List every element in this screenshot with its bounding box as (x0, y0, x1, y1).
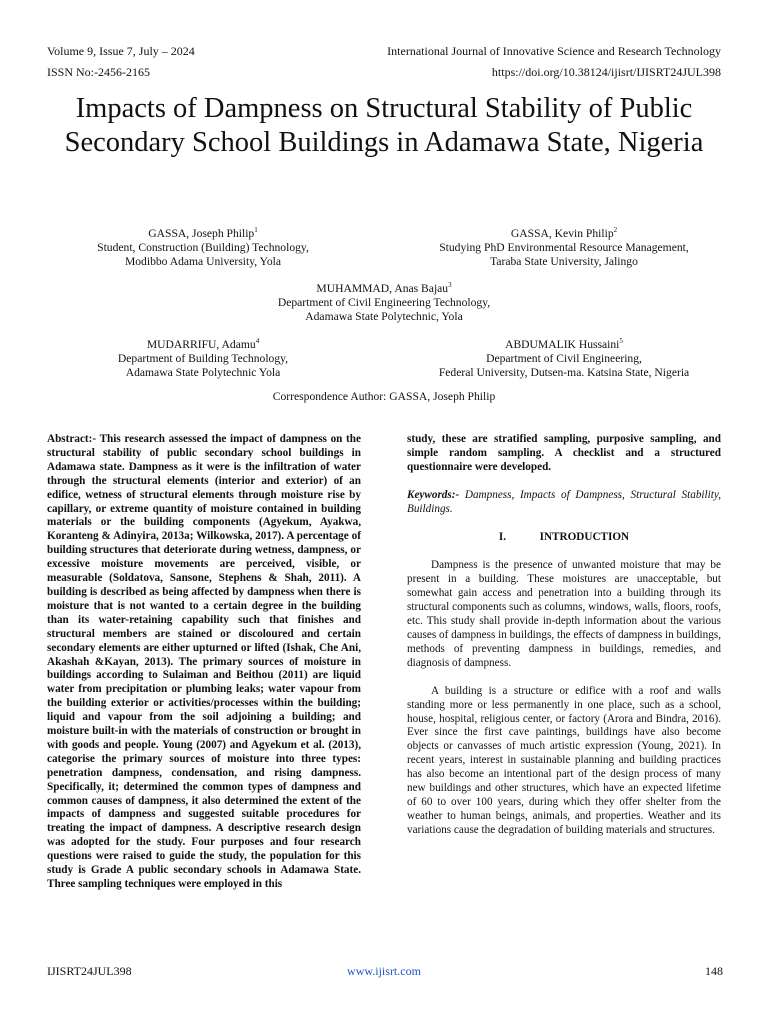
author-affiliation: Student, Construction (Building) Technology, (97, 240, 309, 254)
section-title: INTRODUCTION (539, 530, 630, 543)
author-block-2: GASSA, Kevin Philip$^2$ Studying PhD Environmental Resource Management, Taraba State University, Jalingo (402, 223, 726, 269)
keywords-label: Keywords:- (407, 488, 460, 501)
paper-title: Impacts of Dampness on Structural Stability of Public Secondary School Buildings in Adamawa State, Nigeria (64, 93, 704, 158)
right-column (407, 433, 721, 838)
author-affiliation: Department of Building Technology, (117, 351, 289, 365)
keywords-text: Dampness, Impacts of Dampness, Structural Stability, Buildings. (407, 488, 722, 515)
footer-site-link: www.ijisrt.com (347, 964, 421, 978)
keywords (407, 489, 721, 517)
author-block-4: MUDARRIFU, Adamu$^4$ Department of Building Technology, Adamawa State Polytechnic Yola (47, 334, 359, 380)
author-block-1: GASSA, Joseph Philip$^1$ Student, Construction (Building) Technology, Modibbo Adama University, Yola (47, 223, 359, 269)
author-name: GASSA, Kevin Philip (510, 226, 614, 240)
page-number: 148 (705, 964, 723, 978)
issn: ISSN No:-2456-2165 (47, 65, 151, 79)
author-block-3: MUHAMMAD, Anas Bajau$^3$ Department of Civil Engineering Technology, Adamawa State Polytechnic, Yola (184, 278, 584, 324)
author-affiliation: Federal University, Dutsen-ma. Katsina State, Nigeria (438, 365, 690, 379)
author-affiliation: Department of Civil Engineering Technology, (277, 295, 491, 309)
journal-name: International Journal of Innovative Science and Research Technology (387, 44, 721, 58)
author-affiliation: Adamawa State Polytechnic, Yola (305, 309, 463, 323)
author-block-5: ABDUMALIK Hussaini$^5$ Department of Civil Engineering, Federal University, Dutsen-ma. Katsina State, Nigeria (402, 334, 726, 380)
intro-paragraph-1: Dampness is the presence of unwanted moisture that may be present in a building. These moistures are unacceptable, but somewhat gain access and penetration into a building through its structural components such as columns, windows, walls, floors, roofs, etc. This study shall provide in-depth information about the various causes of dampness in buildings, the effects of dampness in buildings, methods of preventing dampness in buildings, remedies, and diagnosis of dampness. (407, 559, 721, 669)
author-name: MUHAMMAD, Anas Bajau (316, 281, 449, 295)
author-affiliation: Taraba State University, Jalingo (490, 254, 638, 268)
doi-link[interactable]: https://doi.org/10.38124/ijisrt/IJISRT24JUL398 (491, 65, 721, 79)
abstract-label: Abstract:- (47, 433, 97, 445)
author-name: MUDARRIFU, Adamu (146, 337, 256, 351)
author-name: GASSA, Joseph Philip (148, 226, 255, 240)
author-affiliation: Modibbo Adama University, Yola (124, 254, 282, 268)
volume-info: Volume 9, Issue 7, July – 2024 (47, 44, 195, 58)
abstract-text: This research assessed the impact of dampness on the structural stability of public secondary school buildings in Adamawa state. Dampness as it were is the infiltration of water through the structural elements (interior and exterior) of an edifice, wetness of structural elements through moisture rise by capillary, or extreme quantity of moisture contained in building materials or the building components (Agyekum, Ayakwa, Koranteng & Adinyira, 2013a; Wilkowska, 2017). A percentage of building structures that deteriorate during wetness, dampness, or excessive moisture movements are perceived, visible, or measurable (Soldatova, Sansone, Stephens & Shah, 2011). A building is described as being affected by dampness when there is moisture that is not wanted to a certain degree in the building than its water-retaining capability such that finishes and structural members are stained or discoloured and certain secondary elements are either upturned or lifted (Ishak, Che Ani, Akashah &Kayan, 2013). The primary sources of moisture in buildings according to Sulaiman and Beithou (2011) are liquid water from precipitation or plumbing leaks; water vapour from the building exterior or activities/processes within the building; liquid and vapour from the soil adjoining a building; and moisture built-in with the materials of construction or brought in with goods and people. Young (2007) and Agyekum et al. (2013), categorise the primary sources of moisture into three types: penetration dampness, condensation, and rising dampness. Specifically, it; determined the common types of dampness and common causes of dampness, it also determined the extent of the impacts of dampness and suggested suitable procedures for treating the impact of dampness. A descriptive research design was adopted for the study. Four purposes and four research questions were raised to guide the study, the population for this study is Grade A public secondary schools in Adamawa State. Three sampling techniques were employed in this (47, 433, 361, 890)
correspondence-author: Correspondence Author: GASSA, Joseph Philip (272, 390, 496, 403)
section-heading (407, 531, 721, 545)
author-affiliation: Department of Civil Engineering, (486, 351, 642, 365)
intro-paragraph-2: A building is a structure or edifice with a roof and walls standing more or less permanently in one place, such as a school, house, hospital, religious center, or factory (Arora and Bindra, 2016). Ever since the first cave paintings, buildings have also become objects or canvasses of much artistic expression (Young, 2021). In recent years, interest in sustainable planning and building practices has also become an intentional part of the design process of many new buildings and other structures, which have an expected lifetime of 60 to over 100 years, during which they offer shelter from the weather to human beings, animals, and properties. Weather and its variations cause the degradation of building materials and structures. (407, 684, 721, 836)
author-name: ABDUMALIK Hussaini (505, 337, 620, 351)
abstract-continuation: study, these are stratified sampling, purposive sampling, and simple random sampling. A checklist and a structured questionnaire were developed. (407, 433, 721, 473)
author-affiliation: Adamawa State Polytechnic Yola (125, 365, 281, 379)
footer-code: IJISRT24JUL398 (47, 964, 132, 978)
author-affiliation: Studying PhD Environmental Resource Management, (439, 240, 689, 254)
section-number: I. (498, 530, 507, 543)
abstract (47, 433, 361, 892)
